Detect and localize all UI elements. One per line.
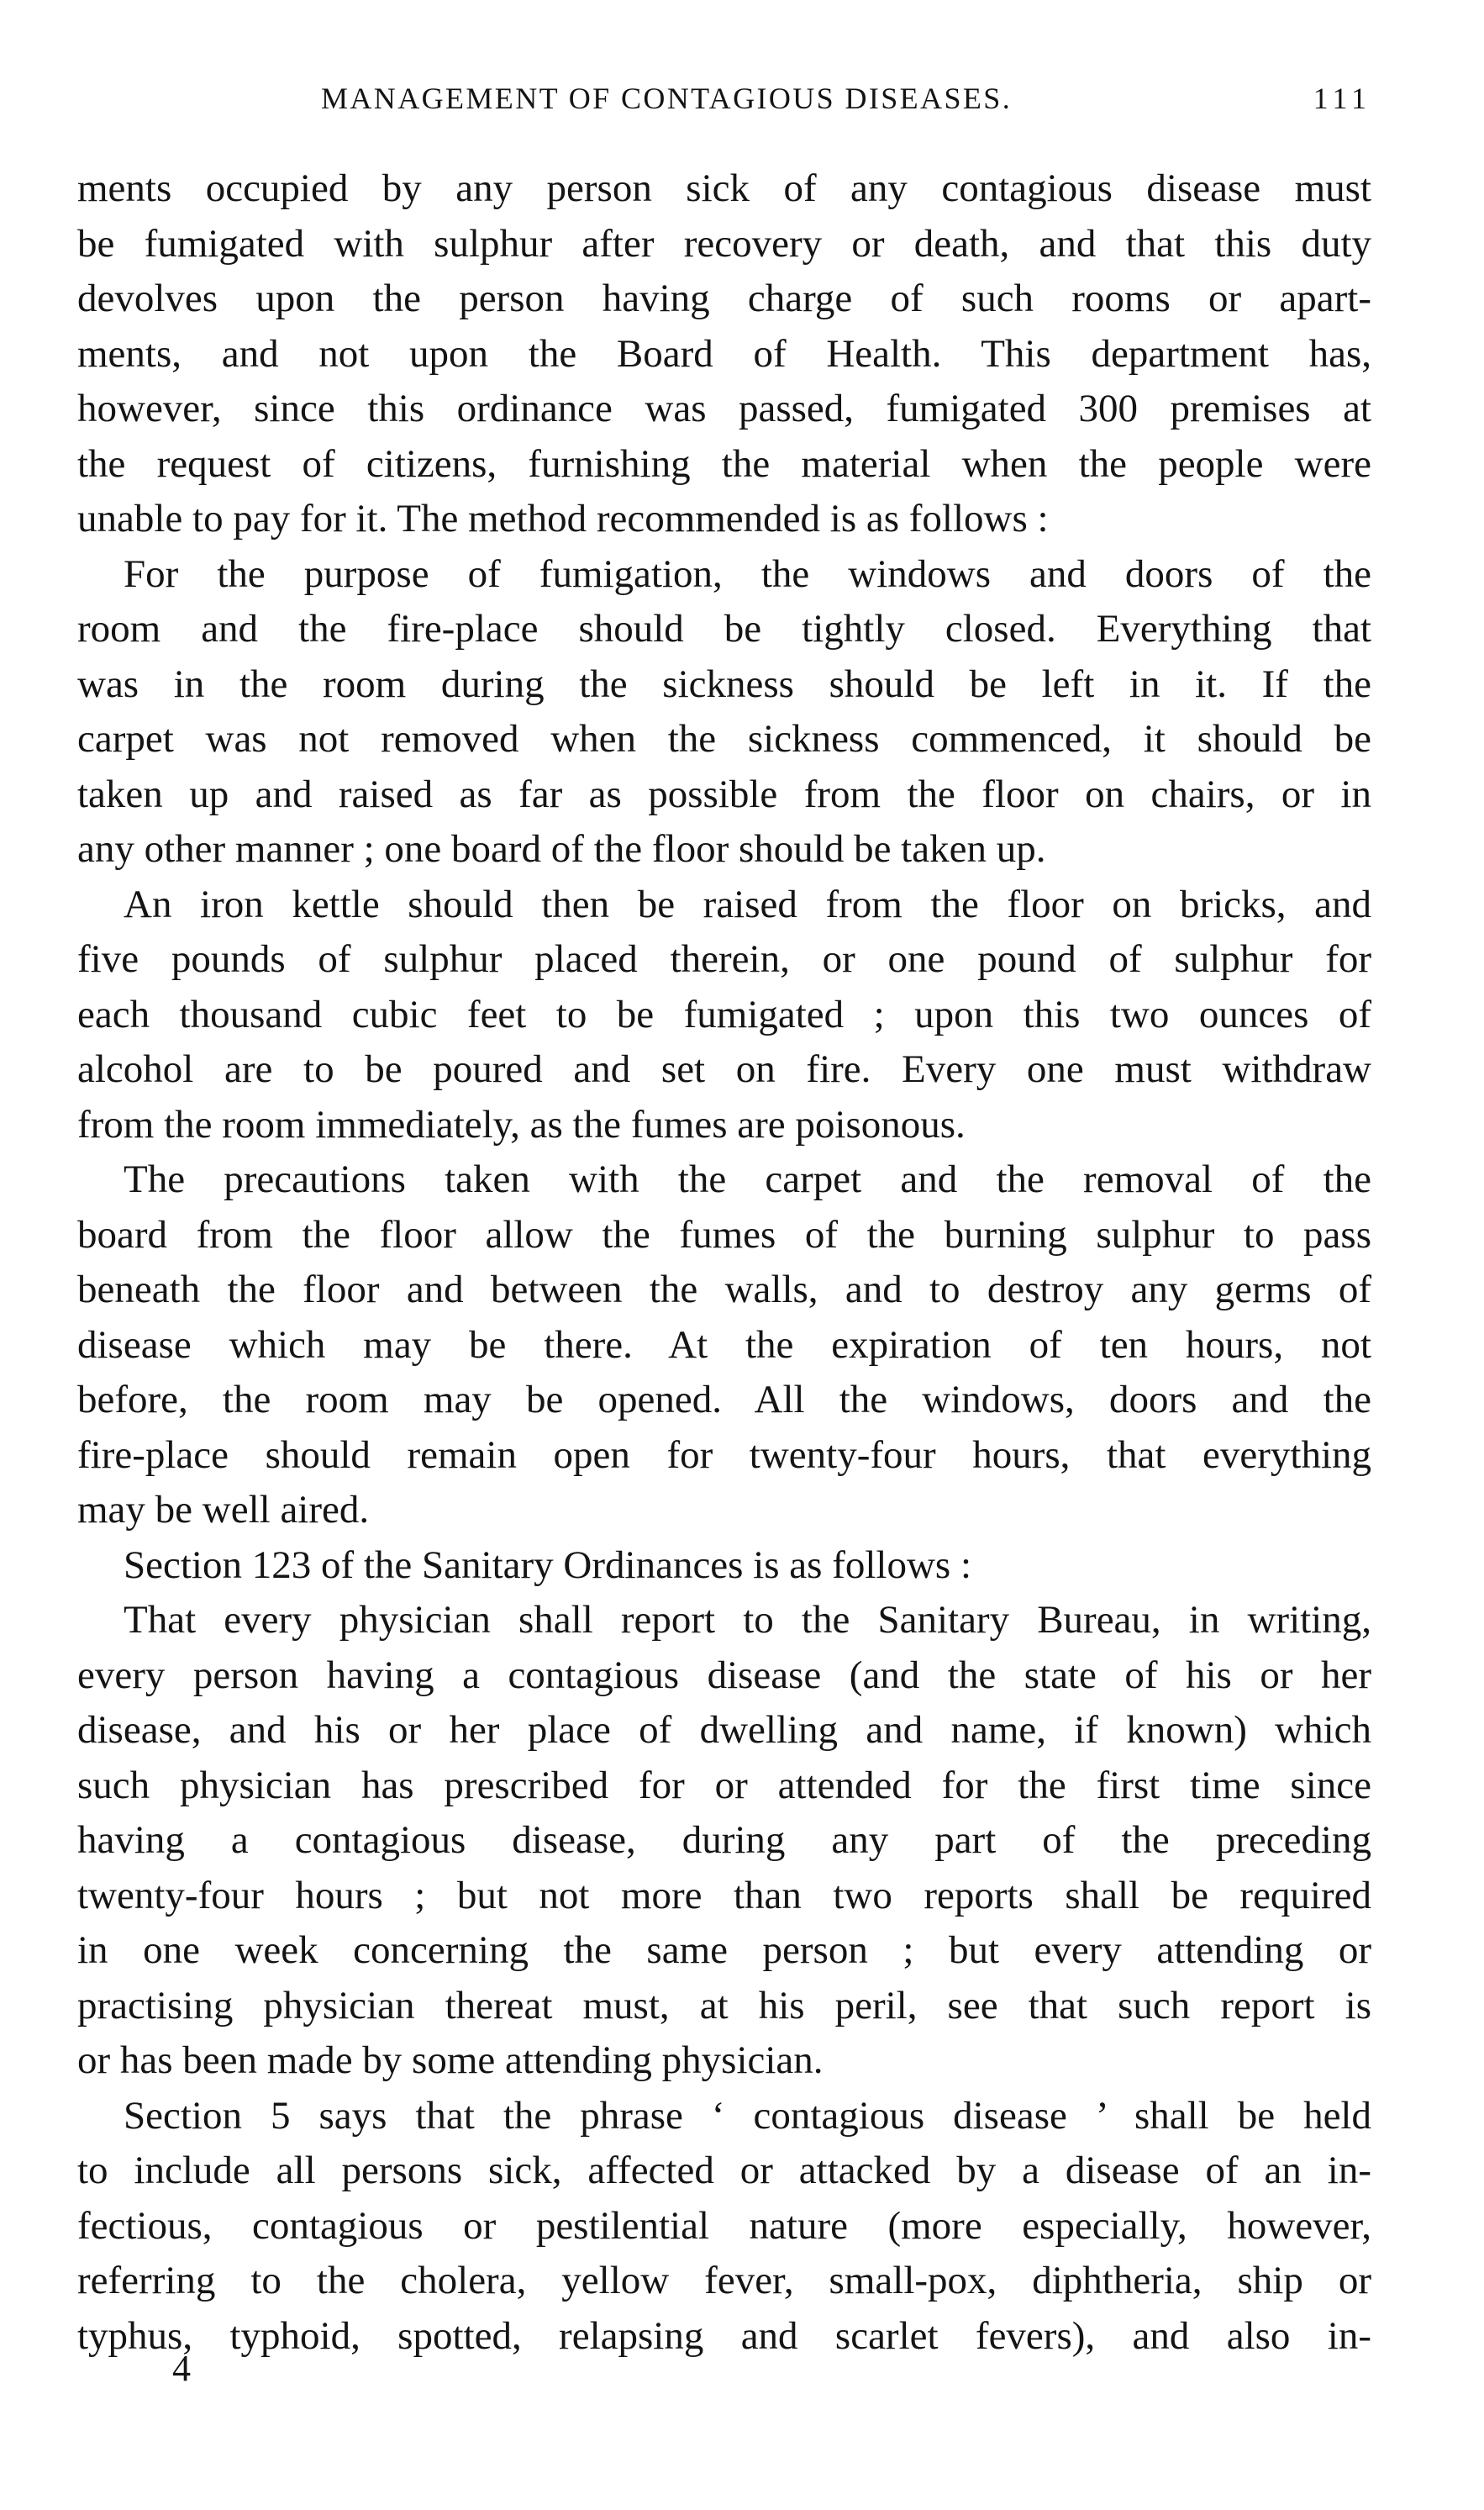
signature-mark: 4 <box>172 2348 191 2389</box>
text-line: carpet was not removed when the sickness commenced, it should be <box>77 717 1371 761</box>
paragraph-start-line: The precautions taken with the carpet and the removal of the <box>124 1157 1371 1201</box>
paragraph-start-line: Section 5 says that the phrase ‘ contagious disease ’ shall be held <box>124 2093 1371 2138</box>
text-line: unable to pay for it. The method recommended is as follows : <box>77 497 1049 540</box>
paragraph-start-line: An iron kettle should then be raised from the floor on bricks, and <box>124 882 1371 926</box>
text-line: practising physician thereat must, at his peril, see that such report is <box>77 1983 1371 2028</box>
text-line: taken up and raised as far as possible from the floor on chairs, or in <box>77 772 1371 816</box>
text-line: referring to the cholera, yellow fever, small-pox, diphtheria, ship or <box>77 2259 1371 2302</box>
text-line: typhus, typhoid, spotted, relapsing and scarlet fevers), and also in- <box>77 2313 1371 2358</box>
text-line: beneath the floor and between the walls, and to destroy any germs of <box>77 1268 1371 1311</box>
text-line: or has been made by some attending physician. <box>77 2038 824 2082</box>
page-number: 111 <box>1313 82 1371 115</box>
text-line: in one week concerning the same person ; but every attending or <box>77 1928 1371 1972</box>
text-line: twenty-four hours ; but not more than two reports shall be required <box>77 1873 1371 1917</box>
running-head <box>77 81 1371 131</box>
text-line: such physician has prescribed for or attended for the first time since <box>77 1763 1371 1807</box>
text-line: be fumigated with sulphur after recovery or death, and that this duty <box>77 221 1371 266</box>
text-line: alcohol are to be poured and set on fire. Every one must withdraw <box>77 1047 1371 1091</box>
text-line: however, since this ordinance was passed, fumigated 300 premises at <box>77 387 1371 430</box>
text-line: may be well aired. <box>77 1488 370 1532</box>
text-line: devolves upon the person having charge of such rooms or apart- <box>77 277 1371 320</box>
paragraph-start-line: For the purpose of fumigation, the windows and doors of the <box>124 551 1371 596</box>
text-line: any other manner ; one board of the floor should be taken up. <box>77 827 1046 871</box>
running-title: MANAGEMENT OF CONTAGIOUS DISEASES. <box>321 82 1013 115</box>
text-line: ments occupied by any person sick of any contagious disease must <box>77 166 1371 210</box>
body-text <box>77 161 1371 2364</box>
text-line: was in the room during the sickness should be left in it. If the <box>77 662 1371 706</box>
text-line: disease, and his or her place of dwelling and name, if known) which <box>77 1708 1371 1752</box>
text-line: fire-place should remain open for twenty-four hours, that everything <box>77 1432 1371 1477</box>
text-line: having a contagious disease, during any part of the preceding <box>77 1818 1371 1862</box>
text-line: room and the fire-place should be tightly closed. Everything that <box>77 607 1371 651</box>
text-line: the request of citizens, furnishing the material when the people were <box>77 441 1371 486</box>
text-line: to include all persons sick, affected or attacked by a disease of an in- <box>77 2149 1371 2192</box>
paragraph-start-line: That every physician shall report to the Sanitary Bureau, in writing, <box>124 1598 1371 1642</box>
text-line: ments, and not upon the Board of Health. This department has, <box>77 331 1371 376</box>
text-line: every person having a contagious disease (and the state of his or her <box>77 1653 1371 1697</box>
text-line: before, the room may be opened. All the windows, doors and the <box>77 1378 1371 1421</box>
text-line: from the room immediately, as the fumes are poisonous. <box>77 1102 966 1147</box>
text-line: board from the floor allow the fumes of the burning sulphur to pass <box>77 1212 1371 1257</box>
text-line: fectious, contagious or pestilential nature (more especially, however, <box>77 2203 1371 2248</box>
text-line: five pounds of sulphur placed therein, or one pound of sulphur for <box>77 937 1371 981</box>
text-line: disease which may be there. At the expiration of ten hours, not <box>77 1322 1371 1367</box>
text-line: each thousand cubic feet to be fumigated ; upon this two ounces of <box>77 992 1371 1036</box>
paragraph-start-line: Section 123 of the Sanitary Ordinances is as follows : <box>124 1542 972 1587</box>
